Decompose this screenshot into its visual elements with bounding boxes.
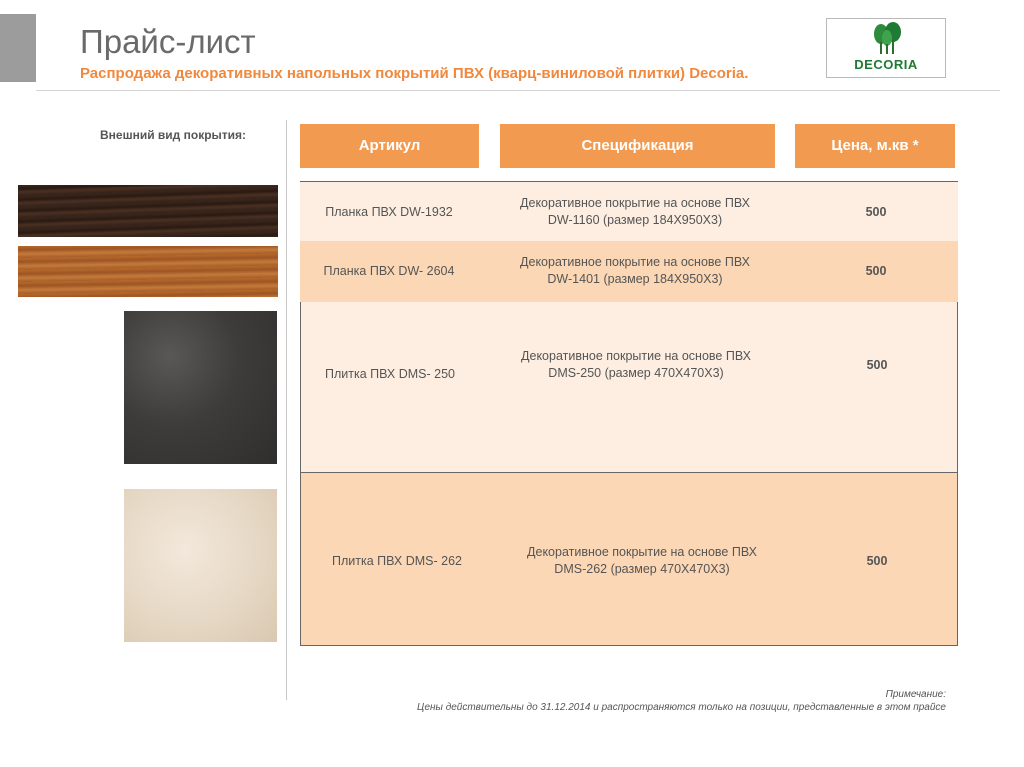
swatch-dark-wood xyxy=(18,185,278,237)
row-price: 500 xyxy=(865,264,887,278)
row-spec xyxy=(490,195,780,229)
header-price: Цена, м.кв * xyxy=(795,124,955,168)
row-spec-line2: DMS-250 (размер 470X470X3) xyxy=(548,366,724,380)
footnote-text: Цены действительны до 31.12.2014 и распространяются только на позиции, представленные в этом прайсе xyxy=(417,702,946,713)
row-spec-line1: Декоративное покрытие на основе ПВХ xyxy=(527,545,757,559)
row-spec-line1: Декоративное покрытие на основе ПВХ xyxy=(520,255,750,269)
swatch-cream-marble xyxy=(124,489,277,642)
table-row xyxy=(300,472,958,646)
row-article: Плитка ПВХ DMS- 262 xyxy=(331,554,462,568)
row-price: 500 xyxy=(866,358,888,372)
appearance-label: Внешний вид покрытия: xyxy=(100,128,247,142)
column-divider xyxy=(286,120,287,700)
header-divider xyxy=(36,90,1000,91)
row-spec xyxy=(490,254,780,288)
decorative-side-bar xyxy=(0,14,36,82)
table-row xyxy=(300,302,958,472)
row-article: Плитка ПВХ DMS- 250 xyxy=(324,367,455,381)
row-spec xyxy=(497,544,787,578)
footnote xyxy=(417,688,946,714)
row-spec xyxy=(491,348,781,382)
header-specification: Спецификация xyxy=(500,124,775,168)
row-price: 500 xyxy=(866,554,888,568)
footnote-label: Примечание: xyxy=(885,689,946,700)
row-spec-line1: Декоративное покрытие на основе ПВХ xyxy=(520,196,750,210)
logo-text: DECORIA xyxy=(854,57,918,72)
row-article: Планка ПВХ DW-1932 xyxy=(325,205,453,219)
header-article: Артикул xyxy=(300,124,479,168)
swatch-dark-stone xyxy=(124,311,277,464)
row-price: 500 xyxy=(865,205,887,219)
row-spec-line2: DW-1160 (размер 184X950X3) xyxy=(547,213,723,227)
decoria-logo xyxy=(826,18,946,78)
row-article: Планка ПВХ DW- 2604 xyxy=(323,264,455,278)
page-subtitle: Распродажа декоративных напольных покрытий ПВХ (кварц-виниловой плитки) Decoria. xyxy=(80,65,749,82)
tree-logo-icon xyxy=(867,22,907,56)
row-spec-line1: Декоративное покрытие на основе ПВХ xyxy=(521,349,751,363)
table-row xyxy=(300,181,958,241)
swatch-light-wood xyxy=(18,246,278,297)
table-row xyxy=(300,241,958,302)
page-title: Прайс-лист xyxy=(80,23,256,60)
row-spec-line2: DMS-262 (размер 470X470X3) xyxy=(554,562,730,576)
row-spec-line2: DW-1401 (размер 184X950X3) xyxy=(547,272,723,286)
